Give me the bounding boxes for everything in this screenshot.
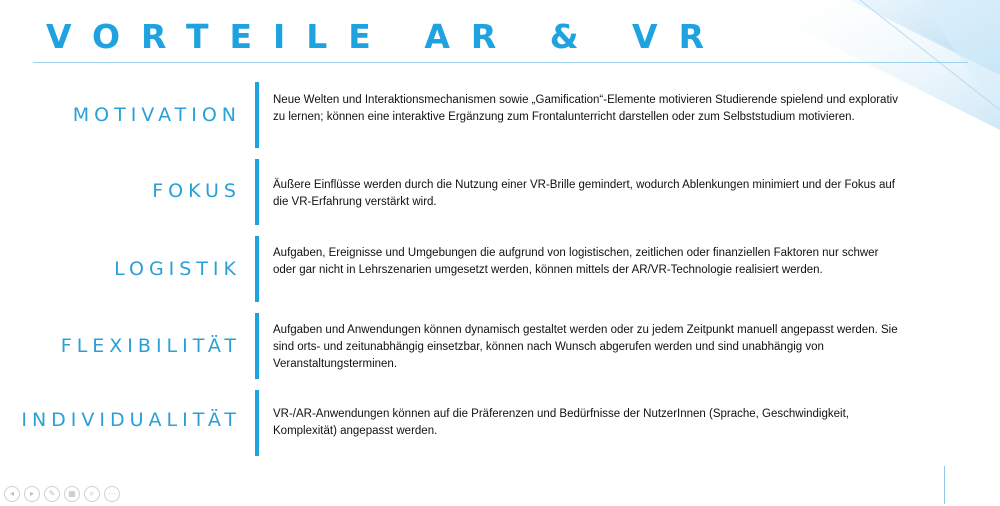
benefit-row-logistik <box>0 236 1000 302</box>
benefit-description: Äußere Einflüsse werden durch die Nutzung einer VR-Brille gemindert, wodurch Ablenkungen minimiert und der Fokus auf die VR-Erfahrung verstärkt wird. <box>273 179 895 208</box>
slides-overview-icon[interactable]: ▦ <box>64 486 80 502</box>
benefit-row-fokus <box>0 159 1000 225</box>
benefit-row-motivation <box>0 82 1000 148</box>
previous-slide-icon[interactable]: ◂ <box>4 486 20 502</box>
benefit-label: INDIVIDUALITÄT <box>21 409 241 431</box>
benefit-label: MOTIVATION <box>72 104 241 126</box>
slide-title: VORTEILE AR & VR <box>46 17 725 56</box>
pen-icon[interactable]: ✎ <box>44 486 60 502</box>
accent-bar <box>255 390 259 456</box>
title-divider <box>33 62 968 63</box>
benefit-row-individualitaet <box>0 390 1000 456</box>
benefit-label: FLEXIBILITÄT <box>60 335 241 357</box>
benefit-description: Aufgaben, Ereignisse und Umgebungen die aufgrund von logistischen, zeitlichen oder finanziellen Faktoren nur schwer oder gar nicht in Lehrszenarien umgesetzt werden, können mittels der AR/VR-Technologie realisiert werden. <box>273 247 879 276</box>
accent-bar <box>255 159 259 225</box>
accent-bar <box>255 313 259 379</box>
more-options-icon[interactable]: ⋯ <box>104 486 120 502</box>
benefit-description: Neue Welten und Interaktionsmechanismen sowie „Gamification“-Elemente motivieren Studierende spielend und explorativ zu lernen; können eine interaktive Ergänzung zum Frontalunterricht darstellen oder zum Selbststudium motivieren. <box>273 94 898 123</box>
accent-bar <box>255 236 259 302</box>
benefit-row-flexibilitaet <box>0 313 1000 379</box>
accent-bar <box>255 82 259 148</box>
next-slide-icon[interactable]: ▸ <box>24 486 40 502</box>
benefit-description: VR-/AR-Anwendungen können auf die Präferenzen und Bedürfnisse der NutzerInnen (Sprache, Geschwindigkeit, Komplexität) angepasst werden. <box>273 408 849 437</box>
benefit-description: Aufgaben und Anwendungen können dynamisch gestaltet werden oder zu jedem Zeitpunkt manuell angepasst werden. Sie sind orts- und zeitunabhängig einsetzbar, können nach Wunsch abgerufen werden und sind unabhängig von Veranstaltungsterminen. <box>273 324 898 370</box>
benefit-label: LOGISTIK <box>114 258 241 280</box>
slideshow-controls <box>4 486 120 502</box>
decorative-line <box>944 466 945 504</box>
zoom-icon[interactable]: ⌕ <box>84 486 100 502</box>
benefit-label: FOKUS <box>152 180 241 202</box>
